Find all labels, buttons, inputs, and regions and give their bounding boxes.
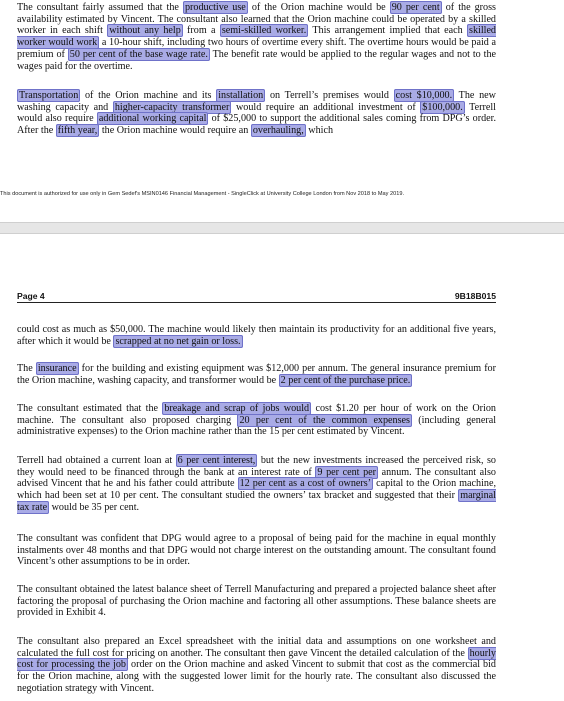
highlighted-phrase: hourly cost for processing the job [17,647,496,671]
text-run: The consultant estimated that the [17,403,163,414]
highlighted-phrase: without any help [109,25,181,37]
highlighted-phrase: 2 per cent of the purchase price. [280,374,411,386]
document-page-upper [0,0,564,222]
page-header [17,290,496,303]
highlighted-phrase: Transportation [19,90,79,101]
text-run: Terrell would also require [17,101,496,125]
paragraph-insurance [17,363,496,386]
text-run: The consultant also prepared an Excel spreadsheet with the initial data and assumptions on one worksheet and calculated the full cost for pricing on another. The consultant then gave Vincent the detailed calculation of the [17,636,496,659]
highlighted-phrase: overhauling, [252,125,304,137]
text-run: would be 35 per cent. [49,501,140,513]
text-run: The benefit rate would be applied to the regular wages and not to the wages paid for the overtime. [17,48,496,72]
text-run: The consultant fairly assumed that the [17,2,183,13]
highlighted-phrase: 90 per cent [391,2,440,13]
text-run: which [305,125,334,137]
paragraph-transportation [17,90,496,137]
paragraph-overhaul-cost [17,324,496,347]
highlighted-phrase: $100,000. [422,101,463,113]
text-run: a 10-hour shift, including two hours of overtime every shift. The overtime hours would be paid a premium of [17,37,496,60]
text-run: for the building and existing equipment was $12,000 per annum. The general insurance premium for the Orion machine, washing capacity, and transformer would be [17,363,496,386]
paragraph-spreadsheet [17,636,496,695]
text-run: the Orion machine would require an [99,125,251,137]
highlighted-phrase: skilled worker would work [17,25,496,49]
text-run: This arrangement implied that each [308,25,467,37]
paragraph-balance-sheet [17,584,496,619]
paragraph-financing [17,455,496,514]
document-page-lower [0,234,564,701]
paragraph-dpg-payment [17,533,496,568]
text-run: annum. The consultant also advised Vincent that he and his father could attribute [17,466,496,490]
text-run: Terrell had obtained a current loan at [17,455,176,466]
highlighted-phrase: scrapped at no net gain or loss. [115,335,241,347]
highlighted-phrase: additional working capital [98,113,207,125]
text-run: of the Orion machine and its [80,90,217,101]
page-separator [0,222,564,234]
highlighted-phrase: 6 per cent interest, [177,455,256,466]
paragraph-productive-use [17,2,496,72]
text-run: from a [182,25,220,37]
highlighted-phrase: 9 per cent per [317,466,376,478]
highlighted-phrase: 20 per cent of the common expenses [239,414,410,426]
highlighted-phrase: 12 per cent as a cost of owners’ [239,478,372,490]
highlighted-phrase: 50 per cent of the base wage rate. [69,48,208,60]
text-run: of $25,000 to support the additional sales coming from DPG’s order. After the [17,113,496,137]
highlighted-phrase: installation [218,90,264,101]
text-run: The consultant obtained the latest balance sheet of Terrell Manufacturing and prepared a projected balance sheet after factoring the proposal of purchasing the Orion machine and factoring all other assumptions. These balance sheets are provided in Exhibit 4. [17,584,496,619]
text-run: on Terrell’s premises would [265,90,394,101]
text-run: order on the Orion machine and asked Vincent to submit that cost as the commercial bid for the Orion machine, along with the suggested lower limit for the hourly rate. The consultant also discussed the negotiation strategy with Vincent. [17,659,496,694]
highlighted-phrase: cost $10,000. [395,90,453,101]
highlighted-phrase: insurance [37,363,77,374]
case-code: 9B18B015 [454,291,496,301]
text-run: of the gross availability estimated by Vincent. The consultant also learned that the Orion machine could be operated by a skilled worker in each shift [17,2,496,37]
text-run: of the Orion machine would be [247,2,390,13]
highlighted-phrase: higher-capacity transformer [114,101,230,113]
text-run: The consultant was confident that DPG would agree to a proposal of being paid for the machine in equal monthly instalments over 48 months and that DPG would not charge interest on the outstanding amount. The consultant found Vincent’s other assumptions to be in order. [17,533,496,568]
highlighted-phrase: breakage and scrap of jobs would [164,403,310,414]
text-run: capital to the Orion machine, which had been set at 10 per cent. The consultant studied the owners’ tax bracket and suggested that their [17,478,496,502]
highlighted-phrase: marginal tax rate [17,490,496,513]
text-run: would require an additional investment of [231,101,421,113]
text-run: The new washing capacity and [17,90,496,113]
paragraph-breakage-scrap [17,403,496,438]
text-run: The [17,363,36,374]
highlighted-phrase: productive use [184,2,246,13]
text-run: (including general administrative expenses) to the Orion machine rather than the 15 per cent estimated by Vincent. [17,414,497,438]
page-number: Page 4 [17,291,45,301]
text-run: but the new investments increased the perceived risk, so they would need to be financed through the bank at an interest rate of [17,455,496,478]
highlighted-phrase: fifth year, [57,125,98,137]
authorization-footer-note: This document is authorized for use only in Gem Sedef's MSIN0146 Financial Management - SingleClick at University College London from Nov 2018 to May 2019. [0,191,405,197]
text-run: cost $1.20 per hour of work on the Orion machine. The consultant also proposed charging [17,403,496,426]
text-run: could cost as much as $50,000. The machine would likely then maintain its productivity for an additional five years, after which it would be [17,324,496,347]
highlighted-phrase: semi-skilled worker. [221,25,307,37]
